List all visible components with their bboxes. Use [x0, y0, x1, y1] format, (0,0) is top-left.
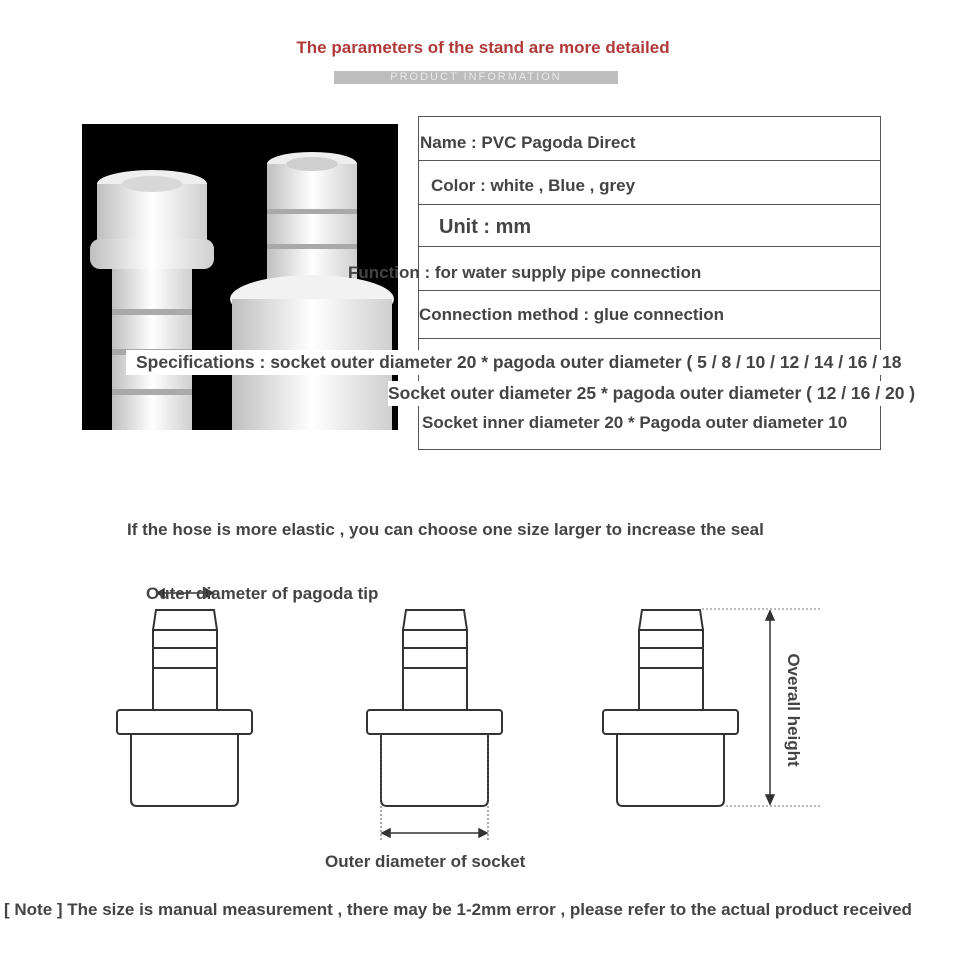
- dimension-diagram: [0, 580, 966, 850]
- page-title: The parameters of the stand are more detailed: [296, 38, 670, 57]
- product-name: Name : PVC Pagoda Direct: [420, 133, 636, 152]
- height-dimension-arrow: [766, 611, 774, 804]
- fitting-drawing-3: [603, 610, 738, 806]
- socket-dimension-arrow: [382, 829, 487, 837]
- fitting-drawing-1: [117, 610, 252, 806]
- section-subtitle: PRODUCT INFORMATION: [334, 71, 618, 84]
- table-divider: [418, 204, 881, 205]
- connection-method: Connection method : glue connection: [419, 305, 725, 324]
- spec-line-1: Specifications : socket outer diameter 20 * pagoda outer diameter ( 5 / 8 / 10 / 12 / 14 / 16 / 18: [126, 350, 911, 375]
- table-divider: [418, 160, 881, 161]
- elastic-hose-hint: If the hose is more elastic , you can choose one size larger to increase the seal: [127, 520, 764, 539]
- fitting-drawing-2: [367, 610, 502, 806]
- product-unit: Unit : mm: [439, 216, 532, 238]
- overall-height-label: Overall height: [784, 653, 803, 767]
- spec-line-2: Socket outer diameter 25 * pagoda outer diameter ( 12 / 16 / 20 ): [388, 381, 915, 406]
- measurement-note: [ Note ] The size is manual measurement , there may be 1-2mm error , please refer to the actual product received: [4, 900, 912, 919]
- product-function: Function : for water supply pipe connection: [348, 263, 702, 282]
- tip-diameter-label: Outer diameter of pagoda tip: [146, 584, 379, 603]
- socket-diameter-label: Outer diameter of socket: [325, 852, 526, 871]
- spec-line-3: Socket inner diameter 20 * Pagoda outer diameter 10: [422, 413, 848, 432]
- product-color: Color : white , Blue , grey: [431, 176, 636, 195]
- table-divider: [418, 246, 881, 247]
- table-divider: [418, 338, 881, 339]
- table-divider: [418, 290, 881, 291]
